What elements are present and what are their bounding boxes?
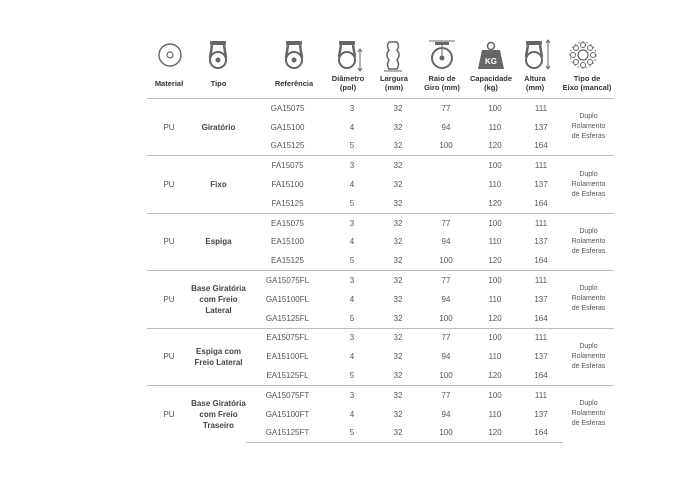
raio-cell: 77 bbox=[421, 213, 471, 232]
weight-kg-icon bbox=[474, 38, 508, 72]
diametro-cell: 4 bbox=[349, 352, 355, 362]
raio-cell: 94 bbox=[441, 237, 451, 247]
referencia-cell: GA15100 bbox=[270, 122, 305, 132]
diametro-cell: 3 bbox=[329, 328, 375, 347]
table-row bbox=[147, 99, 614, 118]
referencia-cell: EA15125FL bbox=[266, 371, 309, 381]
header-raio: Raio de Giro (mm) bbox=[424, 74, 460, 92]
altura-cell: 111 bbox=[519, 271, 563, 290]
caster-reference-icon bbox=[277, 38, 311, 72]
kg-label: KG bbox=[485, 57, 497, 66]
capacidade-cell: 110 bbox=[488, 409, 502, 419]
wheel-diameter-icon bbox=[330, 38, 364, 72]
altura-cell: 111 bbox=[519, 328, 563, 347]
referencia-cell: GA15125 bbox=[270, 141, 305, 151]
column-headers bbox=[147, 74, 614, 98]
capacidade-cell: 120 bbox=[488, 256, 502, 266]
diametro-cell: 3 bbox=[329, 385, 375, 404]
referencia-cell: EA15100FL bbox=[266, 352, 309, 362]
referencia-cell: EA15075 bbox=[246, 213, 329, 232]
caster-spec-sheet bbox=[147, 38, 614, 443]
tipo-cell: Base Giratória com Freio Traseiro bbox=[191, 385, 246, 442]
tipo-cell: Fixo bbox=[191, 156, 246, 213]
largura-cell: 32 bbox=[393, 141, 403, 151]
altura-cell: 164 bbox=[534, 313, 548, 323]
capacidade-cell: 110 bbox=[488, 294, 502, 304]
referencia-cell: EA15125 bbox=[271, 256, 304, 266]
ball-bearing-icon bbox=[566, 38, 600, 72]
raio-cell bbox=[421, 194, 471, 213]
header-capacidade: Capacidade (kg) bbox=[469, 74, 513, 92]
material-cell: PU bbox=[147, 156, 191, 213]
altura-cell: 137 bbox=[534, 294, 548, 304]
largura-cell: 32 bbox=[393, 180, 403, 190]
header-tipo: Tipo bbox=[210, 79, 227, 88]
referencia-cell: FA15100 bbox=[271, 180, 304, 190]
referencia-cell: GA15125FT bbox=[246, 424, 329, 443]
tipo-cell: Base Giratória com Freio Lateral bbox=[191, 271, 246, 328]
largura-cell: 32 bbox=[393, 198, 403, 208]
diametro-cell: 4 bbox=[349, 409, 355, 419]
capacidade-cell: 100 bbox=[471, 99, 519, 118]
diametro-cell: 4 bbox=[349, 122, 355, 132]
raio-cell: 77 bbox=[421, 99, 471, 118]
diametro-cell: 5 bbox=[349, 371, 355, 381]
diametro-cell: 4 bbox=[349, 294, 355, 304]
largura-cell: 32 bbox=[393, 313, 403, 323]
icon-row bbox=[147, 38, 614, 74]
tipo-cell: Espiga com Freio Lateral bbox=[191, 328, 246, 385]
altura-cell: 164 bbox=[534, 198, 548, 208]
material-cell: PU bbox=[147, 99, 191, 156]
altura-cell: 164 bbox=[534, 256, 548, 266]
largura-cell: 32 bbox=[393, 256, 403, 266]
altura-cell: 164 bbox=[519, 424, 563, 443]
capacidade-cell: 120 bbox=[488, 371, 502, 381]
capacidade-cell: 100 bbox=[471, 213, 519, 232]
diametro-cell: 5 bbox=[329, 424, 375, 443]
material-cell: PU bbox=[147, 328, 191, 385]
caster-height-icon bbox=[519, 38, 553, 72]
diametro-cell: 5 bbox=[349, 313, 355, 323]
eixo-cell: Duplo Rolamento de Esferas bbox=[563, 213, 614, 270]
largura-cell: 32 bbox=[393, 371, 403, 381]
altura-cell: 111 bbox=[519, 385, 563, 404]
header-diametro: Diâmetro (pol) bbox=[331, 74, 365, 92]
raio-cell: 100 bbox=[439, 371, 453, 381]
raio-cell: 77 bbox=[421, 385, 471, 404]
header-altura: Altura (mm) bbox=[524, 74, 546, 92]
diametro-cell: 5 bbox=[349, 256, 355, 266]
raio-cell: 77 bbox=[421, 328, 471, 347]
capacidade-cell: 110 bbox=[488, 352, 502, 362]
table-row bbox=[147, 385, 614, 404]
diametro-cell: 5 bbox=[349, 141, 355, 151]
referencia-cell: FA15075 bbox=[246, 156, 329, 175]
altura-cell: 111 bbox=[519, 99, 563, 118]
diametro-cell: 3 bbox=[329, 99, 375, 118]
eixo-cell: Duplo Rolamento de Esferas bbox=[563, 271, 614, 328]
header-largura: Largura (mm) bbox=[380, 74, 408, 92]
largura-cell: 32 bbox=[375, 213, 421, 232]
eixo-cell: Duplo Rolamento de Esferas bbox=[563, 99, 614, 156]
capacidade-cell: 100 bbox=[471, 385, 519, 404]
largura-cell: 32 bbox=[375, 424, 421, 443]
diametro-cell: 4 bbox=[349, 180, 355, 190]
raio-cell: 94 bbox=[441, 409, 451, 419]
raio-cell: 100 bbox=[439, 256, 453, 266]
capacidade-cell: 110 bbox=[488, 237, 502, 247]
swivel-caster-icon bbox=[201, 38, 235, 72]
capacidade-cell: 100 bbox=[471, 328, 519, 347]
diametro-cell: 3 bbox=[329, 156, 375, 175]
altura-cell: 137 bbox=[534, 352, 548, 362]
raio-cell: 100 bbox=[421, 424, 471, 443]
eixo-cell: Duplo Rolamento de Esferas bbox=[563, 328, 614, 385]
raio-cell: 77 bbox=[421, 271, 471, 290]
largura-cell: 32 bbox=[393, 409, 403, 419]
swivel-radius-icon bbox=[425, 38, 459, 72]
eixo-cell: Duplo Rolamento de Esferas bbox=[563, 156, 614, 213]
header-referencia: Referência bbox=[274, 79, 314, 88]
altura-cell: 137 bbox=[534, 409, 548, 419]
spec-table-body bbox=[147, 99, 614, 443]
tipo-cell: Giratório bbox=[191, 99, 246, 156]
largura-cell: 32 bbox=[375, 328, 421, 347]
raio-cell: 100 bbox=[439, 141, 453, 151]
header-material: Material bbox=[154, 79, 184, 88]
largura-cell: 32 bbox=[375, 385, 421, 404]
referencia-cell: FA15125 bbox=[271, 198, 304, 208]
material-cell: PU bbox=[147, 271, 191, 328]
capacidade-cell: 120 bbox=[488, 198, 502, 208]
raio-cell: 100 bbox=[439, 313, 453, 323]
largura-cell: 32 bbox=[375, 99, 421, 118]
table-row bbox=[147, 271, 614, 290]
altura-cell: 111 bbox=[519, 156, 563, 175]
diametro-cell: 5 bbox=[349, 198, 355, 208]
raio-cell: 94 bbox=[441, 294, 451, 304]
largura-cell: 32 bbox=[393, 237, 403, 247]
table-row bbox=[147, 328, 614, 347]
altura-cell: 111 bbox=[519, 213, 563, 232]
diametro-cell: 3 bbox=[329, 213, 375, 232]
largura-cell: 32 bbox=[393, 352, 403, 362]
tipo-cell: Espiga bbox=[191, 213, 246, 270]
referencia-cell: GA15075 bbox=[246, 99, 329, 118]
capacidade-cell: 100 bbox=[471, 271, 519, 290]
largura-cell: 32 bbox=[375, 156, 421, 175]
capacidade-cell: 120 bbox=[471, 424, 519, 443]
header-eixo: Tipo de Eixo (mancal) bbox=[562, 74, 612, 92]
wheel-material-icon bbox=[153, 38, 187, 72]
capacidade-cell: 120 bbox=[488, 313, 502, 323]
largura-cell: 32 bbox=[393, 294, 403, 304]
eixo-cell: Duplo Rolamento de Esferas bbox=[563, 385, 614, 442]
table-row bbox=[147, 213, 614, 232]
referencia-cell: EA15100 bbox=[271, 237, 304, 247]
table-row bbox=[147, 156, 614, 175]
raio-cell bbox=[421, 175, 471, 194]
capacidade-cell: 120 bbox=[488, 141, 502, 151]
referencia-cell: GA15075FL bbox=[246, 271, 329, 290]
referencia-cell: GA15075FT bbox=[246, 385, 329, 404]
altura-cell: 137 bbox=[534, 180, 548, 190]
wheel-width-icon bbox=[376, 38, 410, 72]
material-cell: PU bbox=[147, 213, 191, 270]
referencia-cell: GA15125FL bbox=[265, 313, 310, 323]
capacidade-cell: 100 bbox=[471, 156, 519, 175]
altura-cell: 137 bbox=[534, 237, 548, 247]
raio-cell: 94 bbox=[441, 122, 451, 132]
spec-table bbox=[147, 98, 614, 443]
capacidade-cell: 110 bbox=[488, 122, 502, 132]
raio-cell: 94 bbox=[441, 352, 451, 362]
diametro-cell: 4 bbox=[349, 237, 355, 247]
diametro-cell: 3 bbox=[329, 271, 375, 290]
largura-cell: 32 bbox=[375, 271, 421, 290]
material-cell: PU bbox=[147, 385, 191, 442]
referencia-cell: GA15100FL bbox=[265, 294, 310, 304]
referencia-cell: GA15100FT bbox=[265, 409, 310, 419]
altura-cell: 164 bbox=[534, 371, 548, 381]
altura-cell: 137 bbox=[534, 122, 548, 132]
referencia-cell: EA15075FL bbox=[246, 328, 329, 347]
capacidade-cell: 110 bbox=[488, 180, 502, 190]
largura-cell: 32 bbox=[393, 122, 403, 132]
altura-cell: 164 bbox=[534, 141, 548, 151]
raio-cell bbox=[421, 156, 471, 175]
